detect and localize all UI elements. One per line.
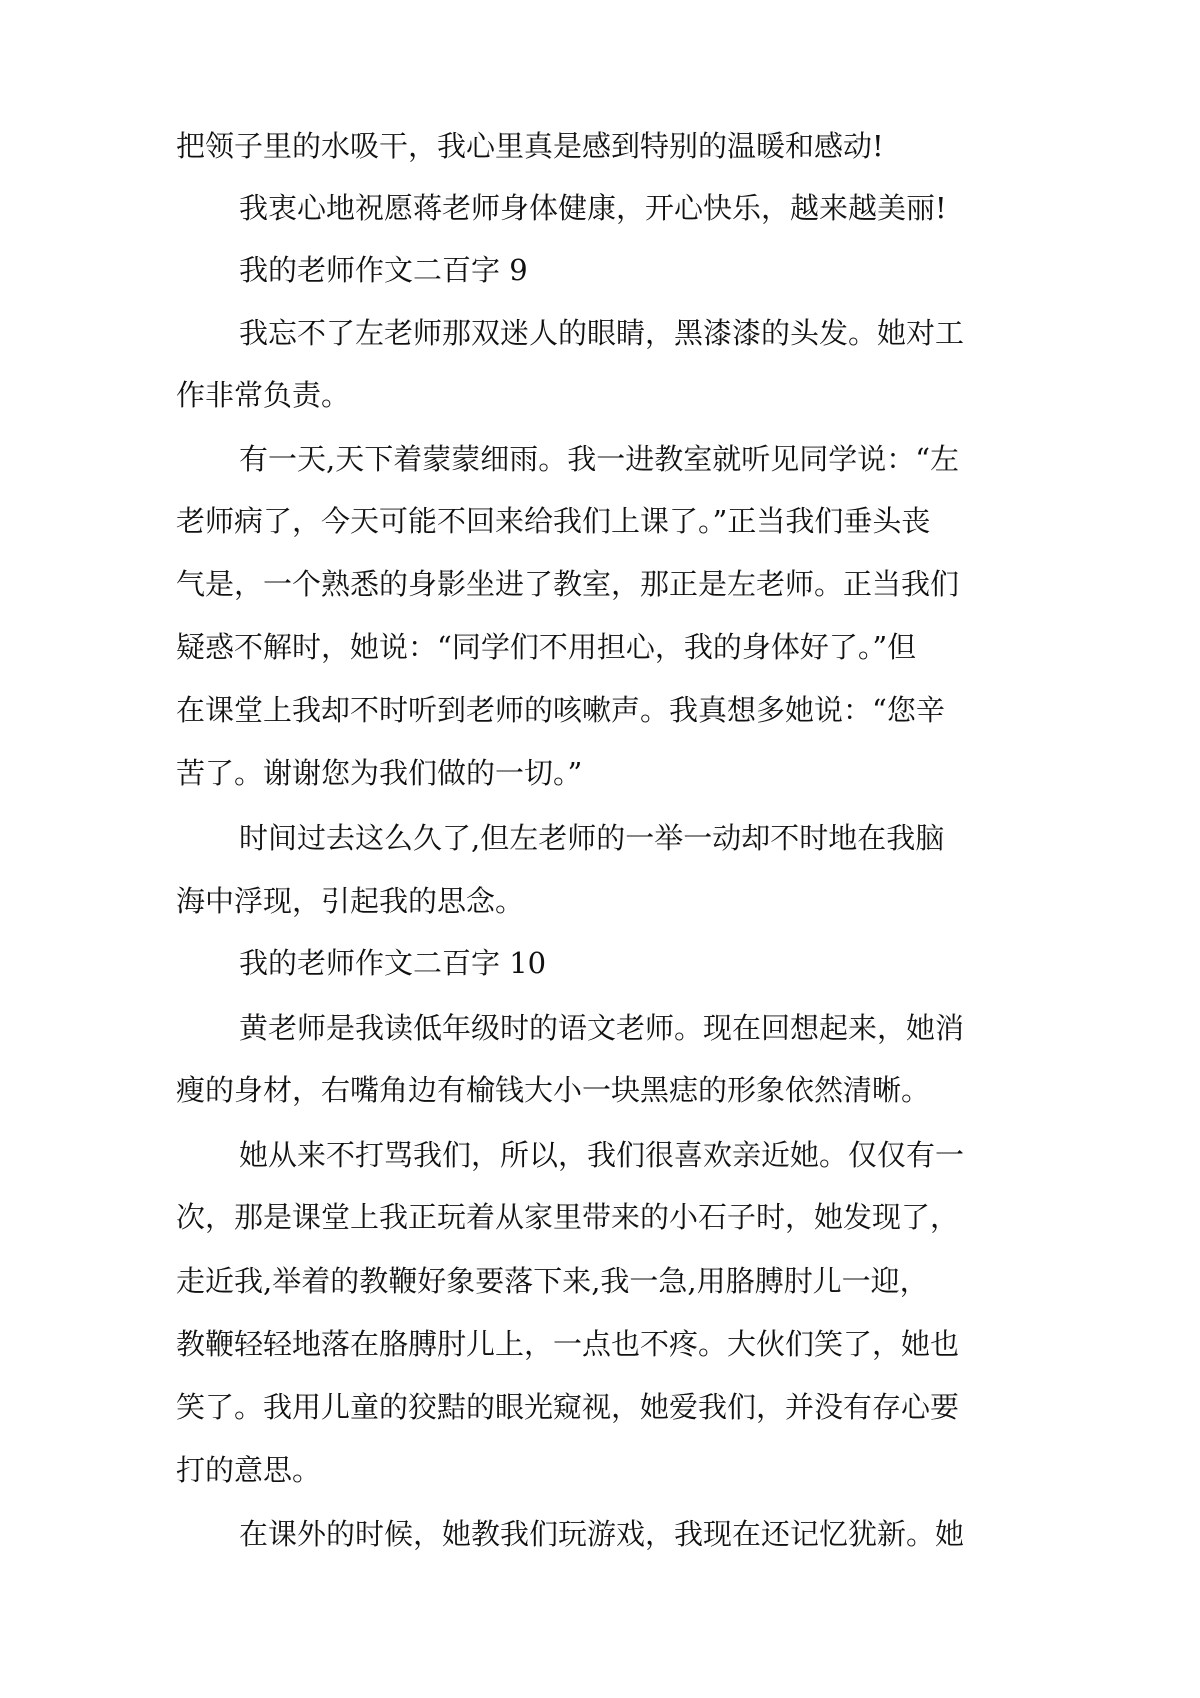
text-line: 她从来不打骂我们，所以，我们很喜欢亲近她。仅仅有一	[239, 1138, 965, 1172]
text-line: 瘦的身材，右嘴角边有榆钱大小一块黑痣的形象依然清晰。	[176, 1073, 931, 1107]
text-line: 时间过去这么久了,但左老师的一举一动却不时地在我脑	[239, 821, 945, 855]
text-line: 作非常负责。	[176, 378, 351, 412]
text-line: 有一天,天下着蒙蒙细雨。我一进教室就听见同学说：“左	[239, 442, 960, 476]
text-line: 打的意思。	[176, 1453, 322, 1487]
text-line: 教鞭轻轻地落在胳膊肘儿上，一点也不疼。大伙们笑了，她也	[176, 1327, 960, 1361]
text-line: 苦了。谢谢您为我们做的一切。”	[176, 756, 583, 790]
text-line: 疑惑不解时，她说：“同学们不用担心，我的身体好了。”但	[176, 630, 917, 664]
text-line: 次，那是课堂上我正玩着从家里带来的小石子时，她发现了，	[176, 1200, 960, 1234]
text-line: 黄老师是我读低年级时的语文老师。现在回想起来，她消	[239, 1011, 965, 1045]
text-line: 我衷心地祝愿蒋老师身体健康，开心快乐，越来越美丽!	[239, 191, 947, 225]
text-line: 我忘不了左老师那双迷人的眼睛，黑漆漆的头发。她对工	[239, 316, 965, 350]
text-line: 把领子里的水吸干，我心里真是感到特别的温暖和感动!	[176, 129, 884, 163]
text-line: 在课堂上我却不时听到老师的咳嗽声。我真想多她说：“您辛	[176, 693, 945, 727]
text-line: 笑了。我用儿童的狡黠的眼光窥视，她爱我们，并没有存心要	[176, 1390, 960, 1424]
section-heading: 我的老师作文二百字 9	[239, 253, 528, 287]
text-line: 走近我,举着的教鞭好象要落下来,我一急,用胳膊肘儿一迎，	[176, 1264, 929, 1298]
text-line: 老师病了，今天可能不回来给我们上课了。”正当我们垂头丧	[176, 504, 931, 538]
text-line: 海中浮现，引起我的思念。	[176, 884, 525, 918]
section-heading: 我的老师作文二百字 10	[239, 946, 547, 980]
text-line: 气是，一个熟悉的身影坐进了教室，那正是左老师。正当我们	[176, 567, 960, 601]
text-line: 在课外的时候，她教我们玩游戏，我现在还记忆犹新。她	[239, 1517, 965, 1551]
